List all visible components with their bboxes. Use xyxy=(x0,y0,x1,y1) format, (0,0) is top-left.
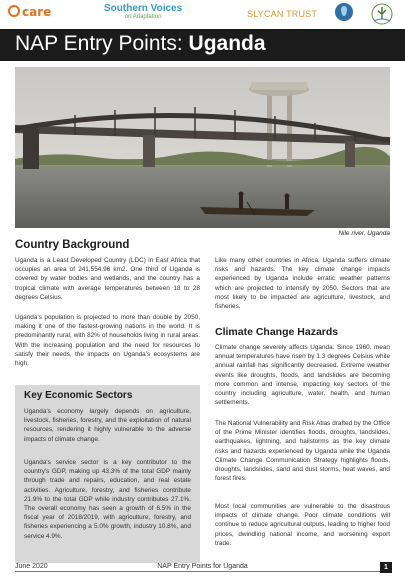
care-logo-mark-icon xyxy=(8,5,20,17)
page-number: 1 xyxy=(380,562,392,573)
slycan-trust-logo: SLYCAN TRUST xyxy=(247,9,318,19)
care-logo xyxy=(8,5,51,19)
footer-divider xyxy=(15,571,390,572)
country-background-paragraph-1: Uganda is a Least Developed Country (LDC) in East Africa that occupies an area of 241,554.96 km2. One third of Uganda is covered by water bodies and wetlands, and the country has a tropical climate with average temperatures between 18 to 28 degrees Celsius. xyxy=(15,257,200,301)
southern-voices-logo-text: Southern Voices xyxy=(104,3,183,14)
southern-voices-logo xyxy=(104,3,182,21)
page-footer xyxy=(0,563,405,583)
climate-hazards-paragraph-3: Most local communities are vulnerable to the disastrous impacts of climate change. Poor climate conditions will continue to reduce agricultural outputs, leading to higher food prices, dwindling national income, and worsening export trade. xyxy=(215,503,390,547)
key-economic-sectors-heading: Key Economic Sectors xyxy=(24,390,133,401)
climate-hazards-paragraph-1: Climate change severely affects Uganda. Since 1960, mean annual temperatures have risen by 1.3 degrees Celsius while annual rainfall has significantly decreased. Extreme weather events like droughts, floods, and landslides are becoming more common and intense, impacting key sectors of the country including agriculture, water, health, and human settlements. xyxy=(215,344,390,407)
country-background-paragraph-2: Uganda's population is projected to more than double by 2050, making it one of the fastest-growing nations in the world. It is predominantly rural, with 82% of households living in rural areas. With the increasing population and the need for resources to satisfy their needs, the impacts on Uganda's ecosystems are high. xyxy=(15,314,200,368)
right-intro-paragraph: Like many other countries in Africa, Uganda suffers climate risks and hazards. The key climate change impacts experienced by Uganda include erratic weather patterns which are projected to intensify by 2050. Sectors that are most likely to be impacted are agriculture, livestock, and fisheries. xyxy=(215,257,390,311)
footer-title xyxy=(0,563,405,570)
care-logo-text: care xyxy=(22,5,52,19)
title-banner xyxy=(0,29,405,61)
key-economic-sectors-paragraph-2: Uganda's service sector is a key contributor to the country's GDP, making up 43.3% of the total GDP mainly through trade and repairs, education, and real estate activities. Agriculture, forestry, and fisheries contribute 21.9% to the total GDP while industry contributes 27.1%. The overall economy has seen a growth of 6.5% in the fiscal year of 2018/2019, with agriculture, forestry, and fisheries experiencing a 5.0% growth, industry 10.8%, and service 4.9%. xyxy=(24,459,191,540)
climate-change-hazards-heading: Climate Change Hazards xyxy=(215,326,339,338)
footer-title-text: NAP Entry Points for Uganda xyxy=(154,563,251,570)
climate-hazards-paragraph-2: The National Vulnerability and Risk Atlas drafted by the Office of the Prime Minister identifies floods, droughts, landslides, earthquakes, lightning, and hailstorms as the key climate risks and hazards experienced by Uganda while the Uganda Climate Change Communication Strategy highlights floods, droughts, landslides, sand and dust storms, heat waves, and forest fires. xyxy=(215,420,390,483)
southern-voices-logo-subtext: on Adaptation xyxy=(124,14,162,20)
logo-bar xyxy=(0,0,405,28)
page-title-country: Uganda xyxy=(188,32,266,55)
partner-logo-icon xyxy=(368,2,396,26)
footer-date: June 2020 xyxy=(15,563,51,570)
country-background-heading: Country Background xyxy=(15,239,130,251)
photo-illustration xyxy=(15,67,390,228)
page-title-prefix: NAP Entry Points: xyxy=(15,32,189,55)
water-drop-logo-icon xyxy=(335,3,353,21)
key-economic-sectors-paragraph-1: Uganda's economy largely depends on agriculture, livestock, fisheries, forestry, and the exploitation of natural resources, rendering it highly vulnerable to the adverse impacts of climate change. xyxy=(24,408,191,443)
nile-river-photo xyxy=(15,67,390,228)
page-title xyxy=(15,32,266,56)
photo-caption: Nile river, Uganda xyxy=(338,230,390,237)
